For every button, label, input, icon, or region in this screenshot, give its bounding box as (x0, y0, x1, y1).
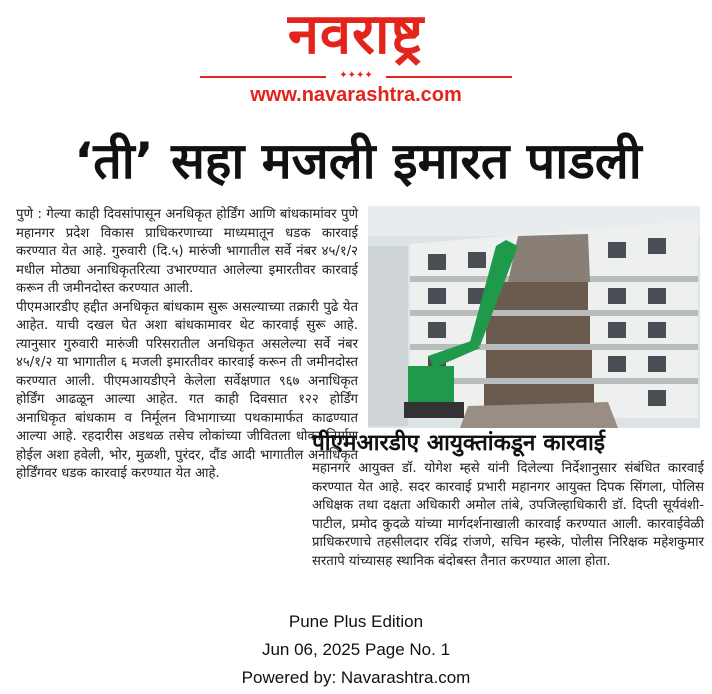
article-body-left (16, 206, 358, 598)
article-paragraph-2: पीएमआरडीए हद्दीत अनधिकृत बांधकाम सुरू असल्याच्या तक्रारी पुढे येत आहेत. याची दखल घेत अशा बांधकामावर थेट कारवाई सुरू आहे. त्यानुसार गुरुवारी मारुंजी परिसरातील अनधिकृत असलेल्या सर्वे नंबर ४५/१/२ या भागातील ६ मजली इमारतीवर कारवाई करून ती जमीनदोस्त करण्यात आली. पीएमआयडीएने केलेला सर्वेक्षणात ९६७ अनाधिकृत होर्डिंग आढळून आल्या आहेत. गत काही दिवसात १२२ होर्डिंग अनाधिकृत बांधकाम व निर्मूलन विभागाच्या पथकामार्फत काढण्यात आल्या आहे. रहदारीस अडथळ तसेच लोकांच्या जीवितला धोका निर्माण होईल अशा हवेली, भोर, मुळशी, पुरंदर, दौंड आदी भागातील अनाधिकृत होर्डिंगवर धडक कारवाई करण्यात येत आहे. (16, 299, 358, 481)
edition-date-page: Jun 06, 2025 Page No. 1 (261, 640, 451, 659)
edition-name: Pune Plus Edition (288, 612, 424, 631)
article-subheading: पीएमआरडीए आयुक्तांकडून कारवाई (312, 430, 605, 456)
star-ornament-icon: ✦✦✦✦ (326, 70, 386, 82)
article-body-right: महानगर आयुक्त डॉ. योगेश म्हसे यांनी दिलेल्या निर्देशानुसार संबंधित कारवाई करण्यात येत आहे. सदर कारवाई प्रभारी महानगर आयुक्त दिपक सिंगला, पोलिस अधिक्षक तथा दक्षता अधिकारी अमोल तांबे, उपजिल्हाधिकारी डॉ. दिप्ती सूर्यवंशी-पाटील, प्रमोद कुदळे यांच्या मार्गदर्शनाखाली कारवाई करण्यात आली. कारवाईवेळी प्राधिकरणाचे तहसीलदार रविंद्र रांजणे, सचिन म्हस्के, पोलीस निरिक्षक महेशकुमार सरतापे यांच्यासह स्थानिक बंदोबस्त तैनात करण्यात आला होता. (312, 461, 704, 569)
newspaper-logo[interactable]: नवराष्ट्र (287, 2, 425, 67)
powered-by-link[interactable]: Powered by: Navarashtra.com (241, 668, 471, 687)
article-headline: ‘ती’ सहा मजली इमारत पाडली (74, 132, 642, 190)
website-link[interactable]: www.navarashtra.com (250, 84, 462, 106)
article-paragraph-1: पुणे : गेल्या काही दिवसांपासून अनधिकृत होर्डिंग आणि बांधकामांवर पुणे महानगर प्रदेश विकास प्राधिकरणाच्या माध्यमातून धडक कारवाई करण्यात येत आहे. गुरुवारी (दि.५) मारुंजी भागातील सर्वे नंबर ४५/१/२ मधील मोठ्या अनाधिकृतरित्या उभारण्यात आलेल्या इमारतीवर कारवाई करून ती जमीनदोस्त करण्यात आली. (16, 207, 358, 296)
demolition-photo (368, 206, 700, 428)
building-demolition-illustration (368, 206, 700, 428)
masthead (0, 0, 712, 112)
edition-footer (0, 608, 712, 692)
